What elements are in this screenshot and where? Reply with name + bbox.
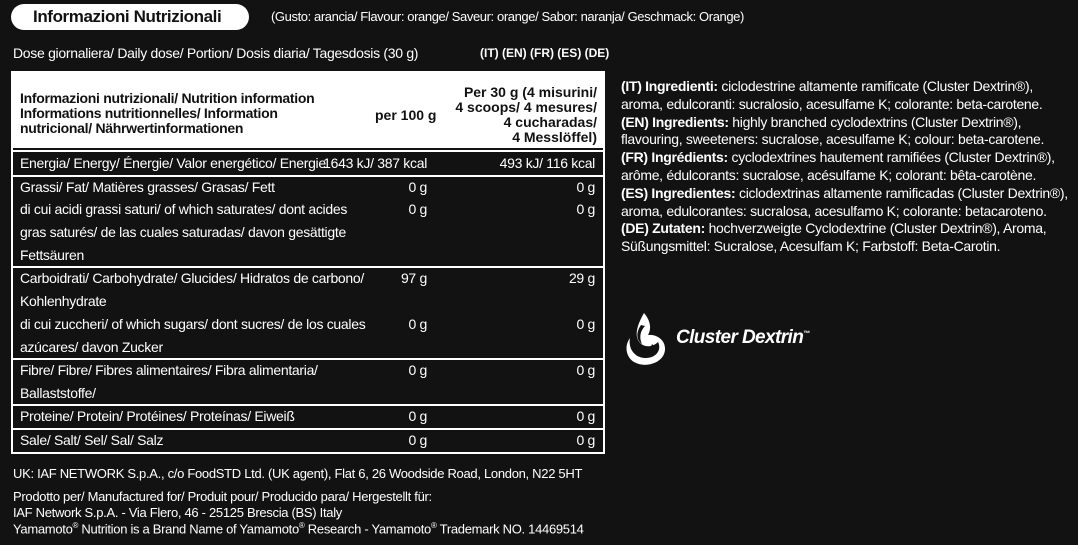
header-nutrition-info xyxy=(20,91,350,136)
row-fibre-serving: 0 g xyxy=(576,362,595,378)
row-protein-per100: 0 g xyxy=(408,408,427,424)
row-protein-name: Proteine/ Protein/ Protéines/ Proteínas/ Eiweiß xyxy=(20,408,295,424)
header-name-line: Informations nutritionnelles/ Information xyxy=(20,105,278,121)
ingredients-block xyxy=(621,78,1071,256)
row-salt-serving: 0 g xyxy=(576,432,595,448)
row-energy-serving: 493 kJ/ 116 kcal xyxy=(499,155,595,171)
nutrition-title xyxy=(11,4,249,30)
table-header xyxy=(13,73,603,148)
row-fibre-name: Fibre/ Fibre/ Fibres alimentaires/ Fibra alimentaria/ xyxy=(20,362,318,378)
brand-part: Trademark NO. 14469514 xyxy=(436,521,584,537)
header-serving-line: 4 scoops/ 4 mesures/ xyxy=(455,99,597,115)
row-protein-serving: 0 g xyxy=(576,408,595,424)
row-fibre-name: Ballaststoffe/ xyxy=(20,385,96,401)
row-fat-name: Grassi/ Fat/ Matières grasses/ Grasas/ Fett xyxy=(20,179,275,195)
uk-agent-text: UK: IAF NETWORK S.p.A., c/o FoodSTD Ltd. (UK agent), Flat 6, 26 Woodside Road, London, N22 5HT xyxy=(13,466,583,481)
ingredients-fr xyxy=(621,149,1071,185)
header-name-line: nutricional/ Nährwertinformationen xyxy=(20,120,244,136)
ingredients-es-label: (ES) Ingredientes: xyxy=(621,184,736,201)
row-fat-per100: 0 g xyxy=(408,179,427,195)
ingredients-es xyxy=(621,185,1071,221)
flavour-text: (Gusto: arancia/ Flavour: orange/ Saveur: orange/ Sabor: naranja/ Geschmack: Orange) xyxy=(271,9,744,24)
brand-part: Nutrition is a Brand Name of Yamamoto xyxy=(78,521,299,537)
row-fibre-per100: 0 g xyxy=(408,362,427,378)
row-saturates-name: di cui acidi grassi saturi/ of which saturates/ dont acides xyxy=(20,201,348,217)
row-sugars-name: azúcares/ davon Zucker xyxy=(20,339,163,355)
row-sugars-name: di cui zuccheri/ of which sugars/ dont sucres/ de los cuales xyxy=(20,316,366,332)
row-carbohydrate-per100: 97 g xyxy=(400,270,427,286)
header-per-100g: per 100 g xyxy=(375,107,437,123)
row-carbohydrate-serving: 29 g xyxy=(568,270,595,286)
ingredients-it xyxy=(621,78,1071,114)
logo-trademark: ™ xyxy=(803,330,810,338)
ingredients-en-label: (EN) Ingredients: xyxy=(621,113,729,130)
row-saturates-name: gras saturés/ de las cuales saturadas/ davon gesättigte xyxy=(20,224,346,240)
ingredients-de-text: hochverzweigte Cyclodextrine (Cluster Dextrin®), Aroma, Süßungsmittel: Sucralose, Acesulfam K; Farbstoff: Beta-Carotin. xyxy=(621,220,1047,255)
header-serving-line: 4 cucharadas/ xyxy=(503,114,597,130)
brand-part: Yamamoto xyxy=(13,521,73,537)
row-saturates-serving: 0 g xyxy=(576,201,595,217)
ingredients-fr-text: cyclodextrines hautement ramifiées (Cluster Dextrin®), arôme, édulcorants: sucralose, acésulfame K; colorant: bêta-carotène. xyxy=(621,149,1055,183)
header-serving-line: Per 30 g (4 misurini/ xyxy=(463,84,597,100)
brand-trademark-text: Yamamoto® Nutrition is a Brand Name of Yamamoto® Research - Yamamoto® Trademark NO. 14469514 xyxy=(13,521,584,537)
row-salt-name: Sale/ Salt/ Sel/ Sal/ Salz xyxy=(20,432,164,448)
ingredients-en xyxy=(621,114,1071,150)
manufactured-for-text: Prodotto per/ Manufactured for/ Produit pour/ Producido para/ Hergestellt für: xyxy=(13,489,432,504)
manufacturer-address: IAF Network S.p.A. - Via Flero, 46 - 25125 Brescia (BS) Italy xyxy=(13,505,342,520)
ingredients-de-label: (DE) Zutaten: xyxy=(621,220,705,237)
logo-text: Cluster Dextrin xyxy=(676,327,804,348)
cluster-dextrin-wordmark xyxy=(676,327,810,349)
row-saturates-per100: 0 g xyxy=(408,201,427,217)
ingredients-es-text: ciclodextrinas altamente ramificadas (Cluster Dextrin®), aroma, edulcorantes: sucralosa, acesulfamo K; colorante: betacaroteno. xyxy=(621,184,1068,219)
row-fat-serving: 0 g xyxy=(576,179,595,195)
ingredients-de xyxy=(621,220,1071,256)
row-sugars-serving: 0 g xyxy=(576,316,595,332)
nutrition-table xyxy=(11,71,605,454)
daily-dose: Dose giornaliera/ Daily dose/ Portion/ Dosis diaria/ Tagesdosis (30 g) xyxy=(13,45,419,61)
header-name-line: Informazioni nutrizionali/ Nutrition information xyxy=(20,90,315,106)
language-codes: (IT) (EN) (FR) (ES) (DE) xyxy=(480,46,610,60)
ingredients-it-label: (IT) Ingredienti: xyxy=(621,78,718,94)
nutrition-title-text: Informazioni Nutrizionali xyxy=(33,7,222,26)
row-carbohydrate-name: Kohlenhydrate xyxy=(20,293,107,309)
ingredients-en-text: highly branched cyclodextrins (Cluster Dextrin®), flavouring, sweeteners: sucralose, acesulfame K; colour: beta-carotene. xyxy=(621,113,1045,148)
row-saturates-name: Fettsäuren xyxy=(20,247,84,263)
row-carbohydrate-name: Carboidrati/ Carbohydrate/ Glucides/ Hidratos de carbono/ xyxy=(20,270,364,286)
ingredients-fr-label: (FR) Ingrédients: xyxy=(621,149,728,166)
brand-part: Research - Yamamoto xyxy=(304,521,431,537)
cluster-dextrin-swirl-icon xyxy=(622,310,672,370)
row-energy-name: Energia/ Energy/ Énergie/ Valor energético/ Energie xyxy=(20,155,326,171)
row-energy-per100: 1643 kJ/ 387 kcal xyxy=(323,155,427,171)
header-per-serving xyxy=(437,85,597,145)
cluster-dextrin-logo xyxy=(622,310,822,370)
ingredients-it-text: ciclodestrine altamente ramificate (Cluster Dextrin®), aroma, edulcoranti: sucralosio, acesulfame K; colorante: beta-carotene. xyxy=(621,78,1043,112)
row-salt-per100: 0 g xyxy=(408,432,427,448)
header-serving-line: 4 Messlöffel) xyxy=(512,129,597,145)
row-sugars-per100: 0 g xyxy=(408,316,427,332)
